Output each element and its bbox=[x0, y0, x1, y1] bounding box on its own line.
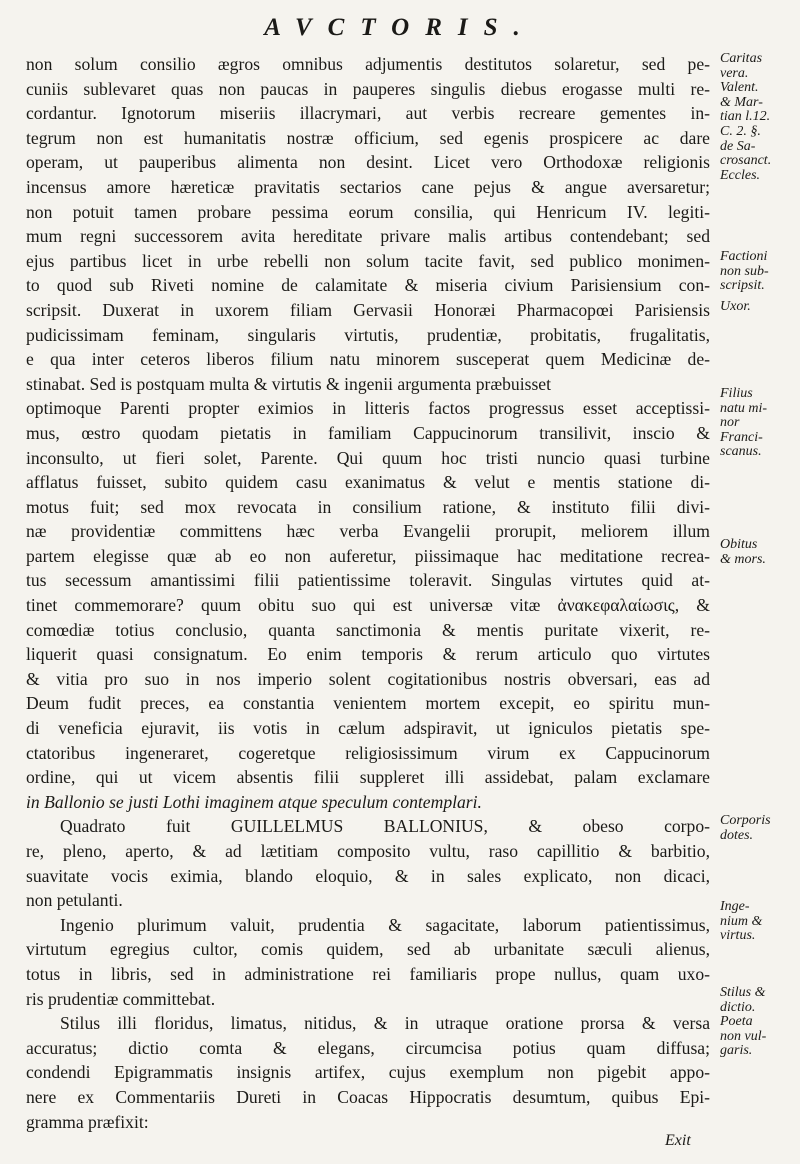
text-line: mum regni successorem avita hereditate privare malis artibus contendebant; sed bbox=[26, 226, 710, 247]
margin-note-line: non vul- bbox=[720, 1028, 767, 1044]
margin-note-line: garis. bbox=[720, 1043, 753, 1059]
text-line: partem elegisse quæ ab eo non auferetur, piissimaque hac meditatione recrea- bbox=[26, 545, 710, 566]
margin-note-line: Eccles. bbox=[720, 167, 761, 183]
text-line: Deum fudit preces, ea constantia venientem mortem excepit, eo spiritu mun- bbox=[26, 693, 710, 714]
margin-note-factioni bbox=[720, 250, 798, 294]
text-line: non petulanti. bbox=[26, 890, 123, 911]
margin-note-line: natu mi- bbox=[720, 400, 768, 416]
margin-note-line: scripsit. bbox=[720, 278, 765, 294]
text-line: nere ex Commentariis Dureti in Coacas Hippocratis desumtum, quibus Epi- bbox=[26, 1086, 710, 1107]
text-line: cuniis sublevaret quas non paucas in pauperes singulis diebus erogasse multi re- bbox=[26, 78, 710, 99]
margin-note-line: tian l.12. bbox=[720, 109, 771, 125]
margin-note-line: & Mar- bbox=[720, 94, 763, 110]
margin-note-line: non sub- bbox=[720, 263, 769, 279]
margin-note-caritas bbox=[720, 52, 798, 183]
margin-note-line: Poeta bbox=[720, 1014, 753, 1030]
text-line: virtutum egregius cultor, comis quidem, sed ab urbanitate sæculi alienus, bbox=[26, 939, 710, 960]
text-line: scripsit. Duxerat in uxorem filiam Gervasii Honoræi Pharmacopœi Parisiensis bbox=[26, 299, 710, 320]
text-line: cordantur. Ignotorum miseriis illacrymari, aut verbis recreare gementes in- bbox=[26, 103, 710, 124]
text-line: suavitate vocis eximia, blando eloquio, & in sales explicato, non dicaci, bbox=[26, 865, 710, 886]
margin-note-corporis bbox=[720, 814, 798, 843]
text-line: operam, ut pauperibus alimenta non desint. Licet vero Orthodoxæ religionis bbox=[26, 152, 710, 173]
text-line: ctatoribus ingeneraret, cogeretque religiosissimum virum ex Cappucinorum bbox=[26, 742, 710, 763]
margin-note-line: & mors. bbox=[720, 551, 766, 567]
text-line: motus fuit; sed mox revocata in consilium ratione, & instituto filii divi- bbox=[26, 496, 710, 517]
text-line: Stilus illi floridus, limatus, nitidus, & in utraque oratione prorsa & versa bbox=[60, 1013, 710, 1034]
margin-note-line: Inge- bbox=[720, 899, 750, 914]
margin-note-line: dictio. bbox=[720, 999, 756, 1015]
text-line: Quadrato fuit GUILLELMUS BALLONIUS, & obeso corpo- bbox=[60, 816, 710, 837]
text-line: inconsulto, ut fieri solet, Parente. Qui quum hoc tristi nuncio quasi turbine bbox=[26, 447, 710, 468]
margin-note-line: de Sa- bbox=[720, 138, 756, 154]
running-header: AVCTORIS. bbox=[264, 14, 536, 41]
margin-note-line: virtus. bbox=[720, 928, 756, 944]
text-line: optimoque Parenti propter eximios in litteris factos progressus esset acceptissi- bbox=[26, 398, 710, 419]
margin-note-line: nium & bbox=[720, 913, 763, 929]
text-line: ris prudentiæ committebat. bbox=[26, 988, 216, 1009]
margin-note-line: Franci- bbox=[720, 429, 763, 445]
margin-note-line: Stilus & bbox=[720, 985, 766, 1000]
body-text bbox=[26, 52, 710, 1134]
catchword: Exit bbox=[665, 1132, 691, 1149]
text-line: liquerit quasi consignatum. Eo enim temporis & rerum articulo quo virtutes bbox=[26, 644, 710, 665]
text-line: comœdiæ totius conclusio, quanta sanctimonia & mentis puritate vixerit, re- bbox=[26, 619, 710, 640]
margin-note-ingenium bbox=[720, 900, 798, 944]
text-line: condendi Epigrammatis insignis artifex, cujus exemplum non pigebit appo- bbox=[26, 1062, 710, 1083]
text-line: incensus amore hæreticæ pravitatis sectarios cane pejus & angue aversaretur; bbox=[26, 176, 710, 197]
text-line: mus, œstro quodam pietatis in familiam Cappucinorum transilivit, inscio & bbox=[26, 422, 710, 443]
text-line: ejus partibus licet in urbe rebelli non solum tacite favit, sed publico monimen- bbox=[26, 250, 710, 271]
margin-note-line: Uxor. bbox=[720, 299, 751, 314]
margin-note-line: crosanct. bbox=[720, 153, 772, 169]
text-line: gramma præfixit: bbox=[26, 1111, 149, 1132]
text-line: non solum consilio ægros omnibus adjumentis destitutos solaretur, sed pe- bbox=[26, 54, 710, 74]
text-line: & vitia pro suo in nos imperio solent cogitationibus nostris obversari, eas ad bbox=[26, 668, 710, 689]
text-line: to quod sub Riveti nomine de calamitate & miseria civium Parisiensium con- bbox=[26, 275, 710, 296]
text-line: tinet commemorare? quum obitu suo qui est universæ vitæ ἀνακεφαλαίωσις, & bbox=[26, 595, 710, 616]
text-line: afflatus fuisset, subito quidem casu exanimatus & velut e mentis statione di- bbox=[26, 472, 710, 493]
text-line: ordine, qui ut vicem absentis filii suppleret illi assidebat, palam exclamare bbox=[26, 767, 710, 788]
margin-note-stilus bbox=[720, 986, 798, 1059]
text-line: totus in libris, sed in administratione rei familiaris prope nullus, quam uxo- bbox=[26, 963, 710, 984]
margin-note-line: C. 2. §. bbox=[720, 123, 761, 139]
margin-note-line: Factioni bbox=[720, 249, 768, 264]
margin-note-line: Valent. bbox=[720, 80, 759, 96]
text-line: accuratus; dictio comta & elegans, circumcisa potius quam diffusa; bbox=[26, 1037, 710, 1058]
margin-note-line: scanus. bbox=[720, 444, 762, 460]
text-line: tegrum non est humanitatis nostræ officium, sed egenis prospicere ac dare bbox=[26, 127, 710, 148]
text-line: non potuit tamen probare pessima eorum consilia, qui Henricum IV. legiti- bbox=[26, 201, 710, 222]
margin-note-line: vera. bbox=[720, 65, 749, 81]
margin-note-filius bbox=[720, 387, 798, 460]
margin-note-line: dotes. bbox=[720, 827, 754, 843]
margin-note-line: nor bbox=[720, 415, 740, 431]
text-line: næ providentiæ committens hæc verba Evangelii prorupit, meliorem illum bbox=[26, 521, 710, 542]
margin-note-obitus bbox=[720, 538, 798, 567]
text-line: stinabat. Sed is postquam multa & virtutis & ingenii argumenta præbuisset bbox=[26, 373, 551, 394]
text-line: Ingenio plurimum valuit, prudentia & sagacitate, laborum patientissimus, bbox=[60, 914, 710, 935]
text-line: e qua inter ceteros liberos filium natu minorem susceperat quem Medicinæ de- bbox=[26, 349, 710, 370]
margin-note-uxor bbox=[720, 300, 798, 315]
text-line: pudicissimam feminam, singularis virtutis, prudentiæ, probitatis, frugalitatis, bbox=[26, 324, 710, 345]
margin-note-line: Obitus bbox=[720, 537, 758, 552]
text-line: tus secessum amantissimi filii patientissime toleravit. Singulas virtutes quid at- bbox=[26, 570, 710, 591]
margin-note-line: Filius bbox=[720, 386, 753, 401]
text-line: in Ballonio se justi Lothi imaginem atque speculum contemplari. bbox=[26, 791, 482, 812]
margin-note-line: Caritas bbox=[720, 51, 763, 66]
text-line: di veneficia ejuravit, iis votis in cælum adspiravit, ut igniculos pietatis spe- bbox=[26, 718, 710, 739]
text-line: re, pleno, aperto, & ad lætitiam composito vultu, raso capillitio & barbitio, bbox=[26, 841, 710, 861]
margin-note-line: Corporis bbox=[720, 813, 771, 828]
